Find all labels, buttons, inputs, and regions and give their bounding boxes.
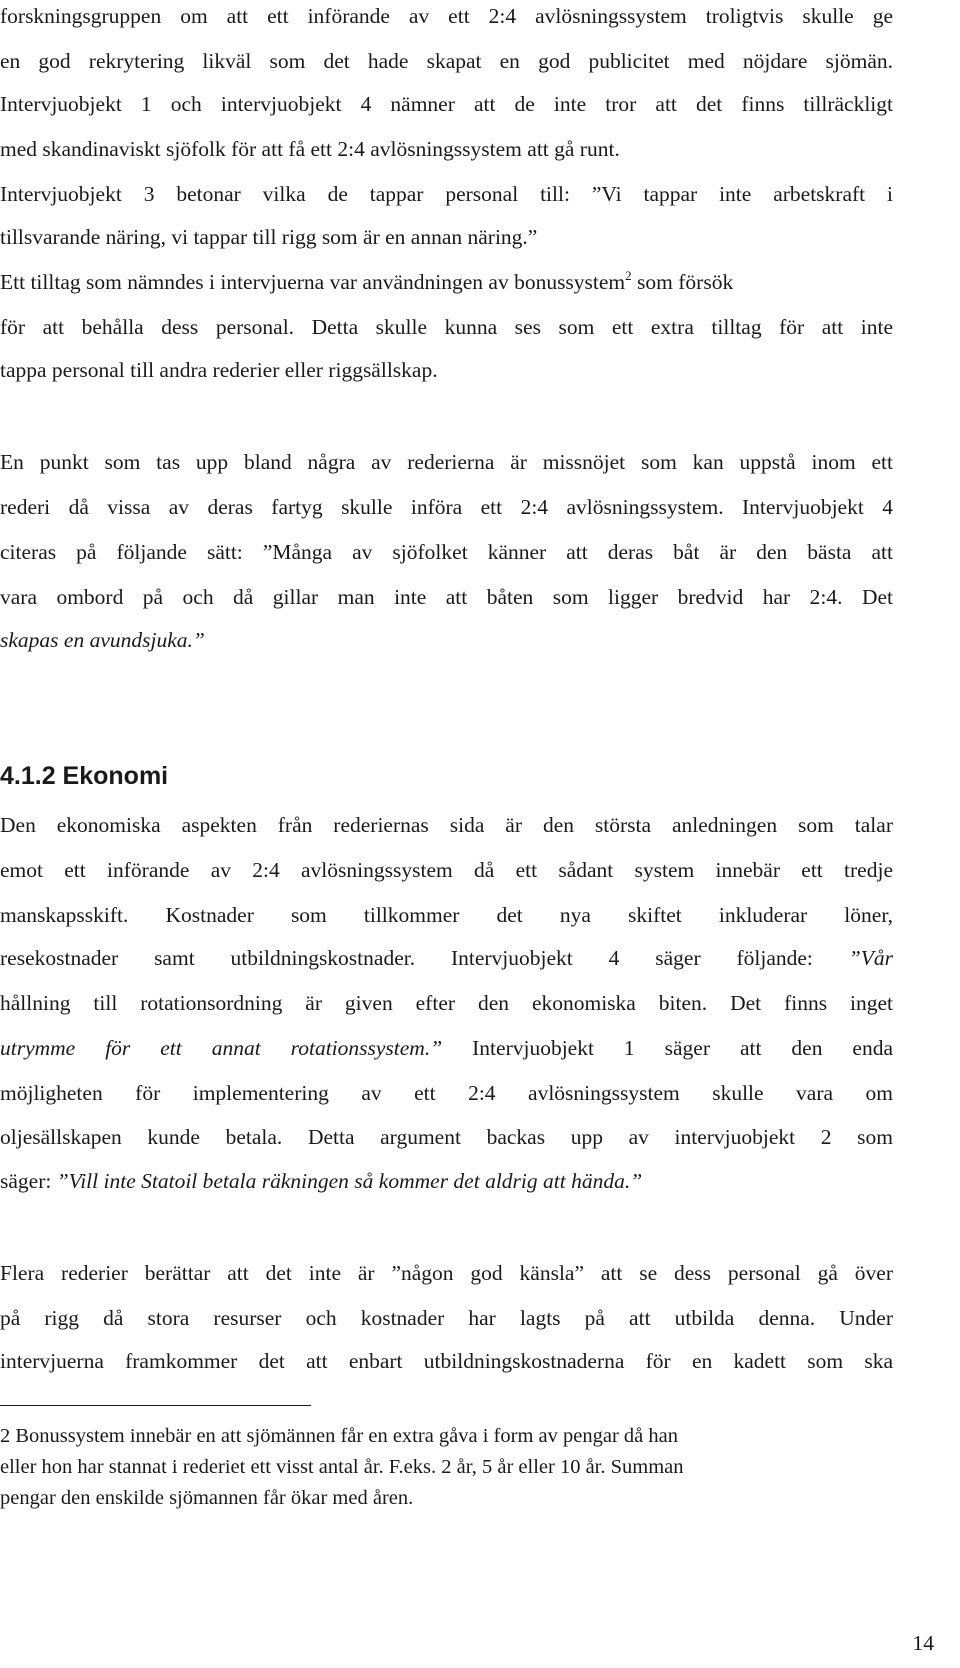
body-text-segment: resekostnader samt utbildningskostnader. Intervjuobjekt 4 säger följande:	[0, 946, 849, 970]
body-text-line	[0, 1035, 893, 1061]
body-text-segment: som försök	[631, 270, 734, 294]
italic-quote-segment: ”Vill inte Statoil betala räkningen så kommer det aldrig att hända.”	[56, 1169, 643, 1193]
footnote-separator	[0, 1405, 311, 1406]
body-text-line: Intervjuobjekt 1 och intervjuobjekt 4 nämner att de inte tror att det finns tillräckligt	[0, 92, 893, 116]
body-text-line: citeras på följande sätt: ”Många av sjöfolket känner att deras båt är den bästa att	[0, 540, 893, 564]
footnote-line: 2 Bonussystem innebär en att sjömännen får en extra gåva i form av pengar då han	[0, 1425, 678, 1447]
body-text-line: Den ekonomiska aspekten från rederiernas sida är den största anledningen som talar	[0, 813, 893, 837]
italic-quote-segment: utrymme för ett annat rotationssystem.”	[0, 1036, 443, 1060]
body-text-line: intervjuerna framkommer det att enbart utbildningskostnaderna för en kadett som ska	[0, 1349, 893, 1373]
body-text-line: med skandinaviskt sjöfolk för att få ett 2:4 avlösningssystem att gå runt.	[0, 137, 620, 161]
body-text-segment: Intervjuobjekt 1 säger att den enda	[442, 1036, 894, 1060]
body-text-line: En punkt som tas upp bland några av rederierna är missnöjet som kan uppstå inom ett	[0, 450, 893, 474]
body-text-line: Intervjuobjekt 3 betonar vilka de tappar personal till: ”Vi tappar inte arbetskraft i	[0, 182, 893, 206]
body-text-line: tappa personal till andra rederier eller riggsällskap.	[0, 358, 438, 382]
body-text-line: hållning till rotationsordning är given efter den ekonomiska biten. Det finns inget	[0, 991, 893, 1015]
body-text-line: vara ombord på och då gillar man inte att båten som ligger bredvid har 2:4. Det	[0, 585, 893, 609]
body-text-segment: Ett tilltag som nämndes i intervjuerna var användningen av bonussystem	[0, 270, 626, 294]
body-text-line: på rigg då stora resurser och kostnader har lagts på att utbilda denna. Under	[0, 1306, 893, 1330]
italic-quote-line: skapas en avundsjuka.”	[0, 628, 205, 652]
footnote-line: eller hon har stannat i rederiet ett visst antal år. F.eks. 2 år, 5 år eller 10 år. Summan	[0, 1456, 684, 1478]
body-text-line: oljesällskapen kunde betala. Detta argument backas upp av intervjuobjekt 2 som	[0, 1125, 893, 1149]
italic-quote-segment: ”Vår	[848, 946, 893, 970]
body-text-line: forskningsgruppen om att ett införande av ett 2:4 avlösningssystem troligtvis skulle ge	[0, 4, 893, 28]
body-text-line: möjligheten för implementering av ett 2:4 avlösningssystem skulle vara om	[0, 1081, 893, 1105]
footnote-reference: 2	[625, 268, 632, 283]
body-text-line	[0, 945, 893, 971]
body-text-line: en god rekrytering likväl som det hade skapat en god publicitet med nöjdare sjömän.	[0, 49, 893, 73]
body-text-line: tillsvarande näring, vi tappar till rigg som är en annan näring.”	[0, 225, 538, 249]
body-text-line: manskapsskift. Kostnader som tillkommer det nya skiftet inkluderar löner,	[0, 903, 893, 927]
footnote-line: pengar den enskilde sjömannen får ökar med åren.	[0, 1487, 414, 1509]
body-text-line: Flera rederier berättar att det inte är ”någon god känsla” att se dess personal gå över	[0, 1261, 893, 1285]
body-text-line: rederi då vissa av deras fartyg skulle införa ett 2:4 avlösningssystem. Intervjuobjekt 4	[0, 495, 893, 519]
body-text-line: emot ett införande av 2:4 avlösningssystem då ett sådant system innebär ett tredje	[0, 858, 893, 882]
body-text-line: för att behålla dess personal. Detta skulle kunna ses som ett extra tilltag för att inte	[0, 315, 893, 339]
page-number: 14	[912, 1631, 934, 1655]
section-heading: 4.1.2 Ekonomi	[0, 762, 169, 790]
body-text-line	[0, 1168, 893, 1194]
body-text-segment: säger:	[0, 1169, 57, 1193]
body-text-line	[0, 269, 893, 295]
